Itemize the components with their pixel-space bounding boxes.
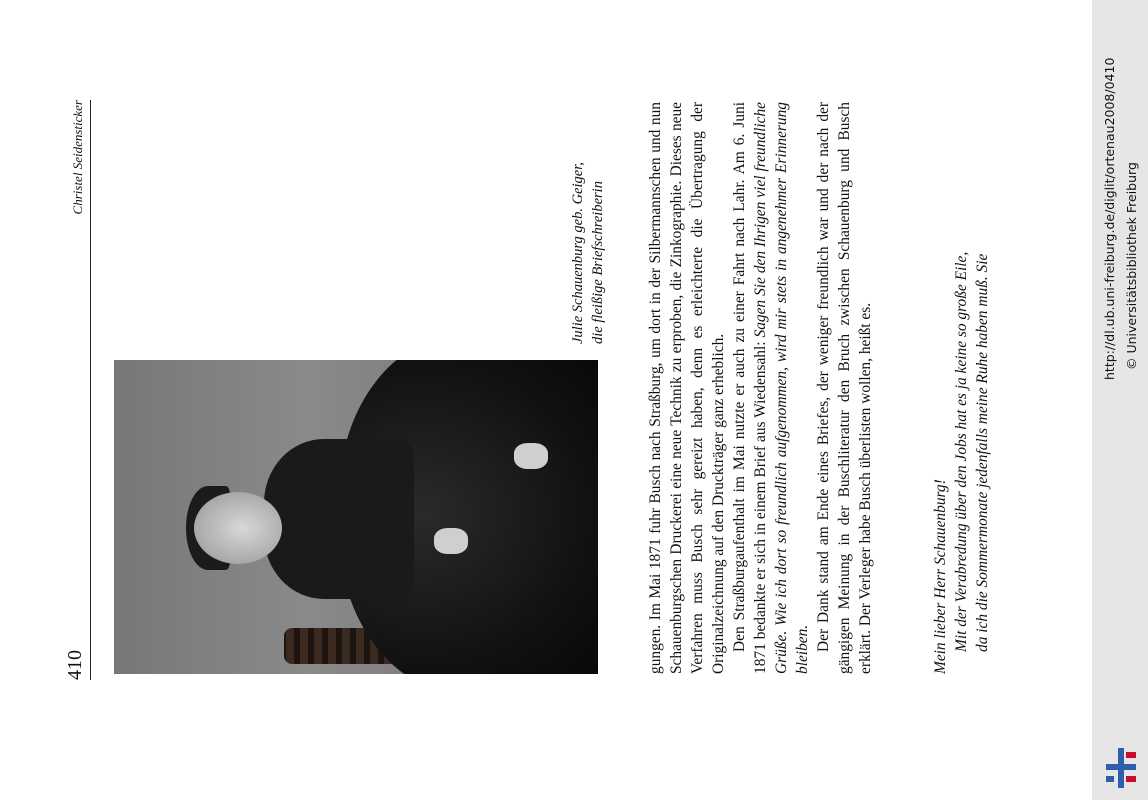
letter-quote	[930, 102, 993, 674]
paragraph: Der Dank stand am Ende eines Briefes, der weniger freundlich war und der nach der gängigen Meinung in der Buschliteratur den Bruch zwischen Schauenburg und Busch erklärt. Der Verleger habe Busch überlisten wollen, heißt es.	[815, 102, 874, 674]
hand-shape	[434, 528, 468, 554]
running-author: Christel Seidensticker	[70, 100, 85, 215]
caption-line: Julie Schauenburg geb. Geiger,	[570, 162, 586, 344]
page-number: 410	[64, 650, 86, 680]
letter-line: Mit der Verabredung über den Jobs hat es ja keine so große Eile,	[953, 251, 970, 652]
letter-line: da ich die Sommermonate jedenfalls meine Ruhe haben muß. Sie	[974, 253, 991, 652]
letter-salutation: Mein lieber Herr Schauenburg!	[932, 479, 949, 674]
quote-italic: Sagen Sie den Ihrigen viel freundliche Grüße. Wie ich dort so freundlich aufgenommen, wird mir stets in angenehmer Erinnerung bleiben.	[752, 102, 811, 674]
source-url-link[interactable]: http://dl.ub.uni-freiburg.de/diglit/ortenau2008/0410	[1102, 57, 1117, 380]
torso-shape	[264, 439, 414, 599]
sidebar-text	[1092, 0, 1148, 800]
paragraph: gungen. Im Mai 1871 fuhr Busch nach Straßburg, um dort in der Silbermannschen und nun Schauenburgschen Druckerei eine neue Technik zu erproben, die Zinkographie. Dieses neue Verfahren muss Busch sehr gereizt haben, denn es erleichterte die Übertragung der Originalzeichnung auf den Druckträger ganz erheblich.	[647, 102, 727, 674]
caption-line: die fleißige Briefschreiberin	[590, 181, 606, 344]
photo-caption	[568, 4, 608, 344]
paragraph	[729, 102, 813, 674]
ub-freiburg-logo-icon	[1104, 748, 1136, 788]
copyright-notice: © Universitätsbibliothek Freiburg	[1124, 162, 1139, 370]
face-shape	[194, 492, 282, 564]
body-text	[645, 102, 876, 674]
paragraph-text: Den Straßburgaufenthalt im Mai nutzte er auch zu einer Fahrt nach Lahr. Am 6. Juni 1871 bedankte er sich in einem Brief aus Wiedensahl:	[731, 102, 769, 674]
running-header	[66, 100, 91, 680]
hand-shape	[514, 443, 548, 469]
portrait-photo	[114, 360, 598, 674]
viewer-sidebar	[1092, 0, 1148, 800]
